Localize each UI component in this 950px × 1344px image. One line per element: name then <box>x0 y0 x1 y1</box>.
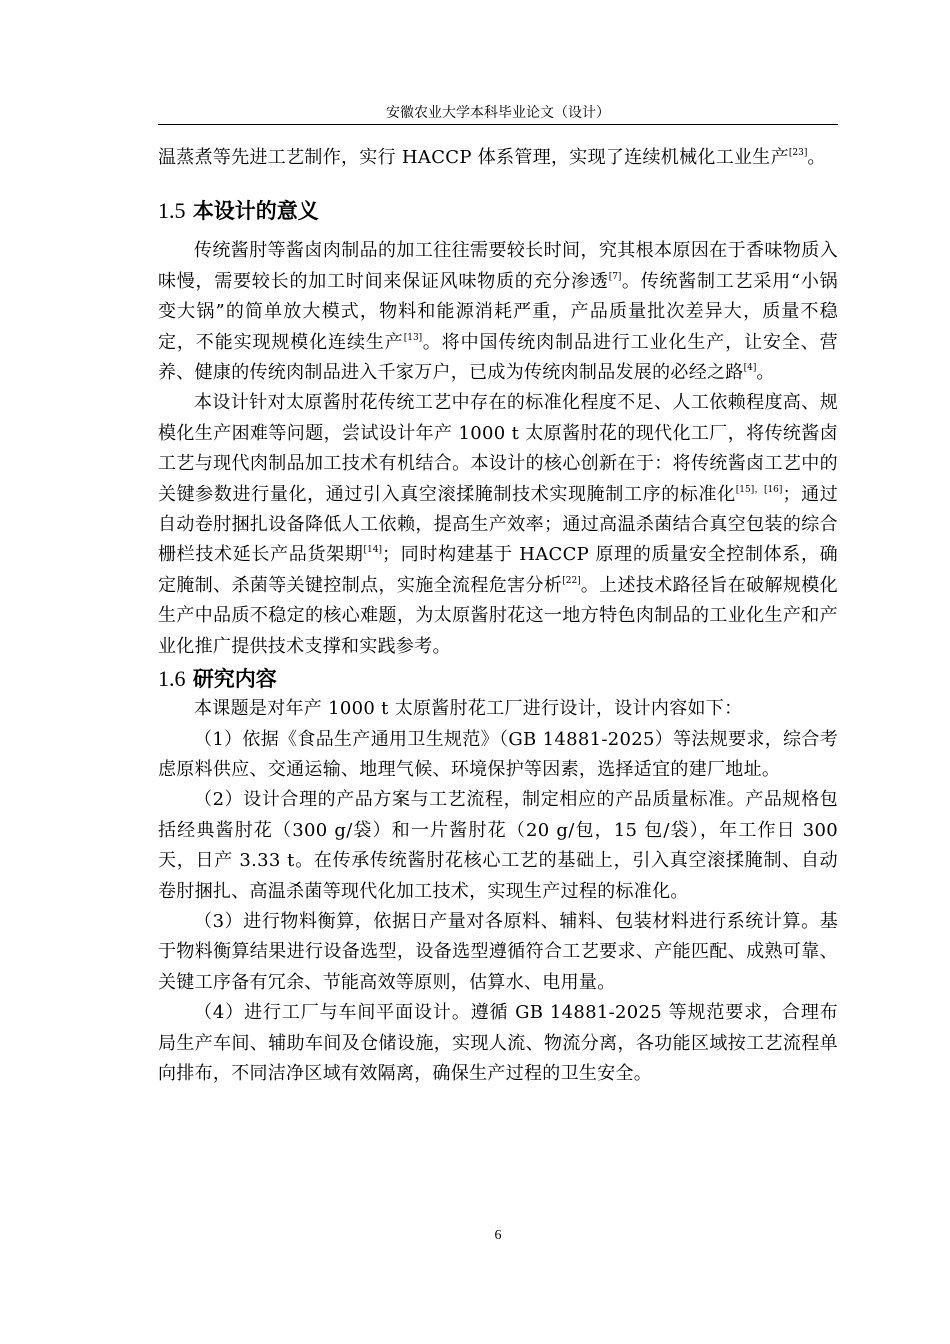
paragraph-text: 。传统酱制工艺采用“小锅变大锅”的简单放大模式，物料和能源消耗严重，产品质量批次差异大，质量不稳定，不能实现规模化连续生产 <box>158 270 838 353</box>
paragraph-text: 。将中国传统肉制品进行工业化生产，让安全、营养、健康的传统肉制品进入千家万户，已成为传统肉制品发展的必经之路 <box>158 331 838 384</box>
section-number: 1.6 <box>158 666 186 692</box>
citation: [23] <box>788 148 808 158</box>
header-rule <box>158 124 838 125</box>
section-heading-1-5 <box>158 196 838 226</box>
paragraph-text: ；同时构建基于 HACCP 原理的质量安全控制体系，确定腌制、杀菌等关键控制点，实施全流程危害分析 <box>158 544 838 596</box>
paragraph-text: 温蒸煮等先进工艺制作，实行 HACCP 体系管理，实现了连续机械化工业生产 <box>158 147 789 168</box>
paragraph-research-intro: 本课题是对年产 1000 t 太原酱肘花工厂进行设计，设计内容如下： <box>194 698 743 720</box>
section-heading-1-6 <box>158 664 838 694</box>
paragraph-text: 传统酱肘等酱卤肉制品的加工往往需要较长时间，究其根本原因在于香味物质入味慢，需要较长的加工时间来保证风味物质的充分渗透 <box>158 240 838 292</box>
paragraph-text: 。 <box>807 147 826 168</box>
section-number: 1.5 <box>158 198 186 224</box>
citation: [15]，[16] <box>735 484 783 495</box>
citation: [4] <box>743 363 757 374</box>
paragraph-significance-1 <box>158 236 838 388</box>
list-item: （4）进行工厂与车间平面设计。遵循 GB 14881-2025 等规范要求，合理布局生产车间、辅助车间及仓储设施，实现人流、物流分离，各功能区域按工艺流程单向排布，不同洁净区域有效隔离，确保生产过程的卫生安全。 <box>158 1002 838 1084</box>
paragraph-text: ；通过自动卷肘捆扎设备降低人工依赖，提高生产效率；通过高温杀菌结合真空包装的综合栅栏技术延长产品货架期 <box>158 483 839 566</box>
list-item: （1）依据《食品生产通用卫生规范》（GB 14881-2025）等法规要求，综合考虑原料供应、交通运输、地理气候、环境保护等因素，选择适宜的建厂地址。 <box>158 728 838 780</box>
paragraph-text: 本设计针对太原酱肘花传统工艺中存在的标准化程度不足、人工依赖程度高、规模化生产困难等问题，尝试设计年产 1000 t 太原酱肘花的现代化工厂，将传统酱卤工艺与现代肉制品加工技术有机结合。本设计的核心创新在于：将传统酱卤工艺中的关键参数进行量化，通过引入真空滚揉腌制技术实现腌制工序的标准化 <box>158 392 838 505</box>
running-header: 安徽农业大学本科毕业论文（设计） <box>386 105 610 121</box>
paragraph-text: 。 <box>756 362 775 384</box>
page-number: 6 <box>494 1228 502 1243</box>
citation: [13] <box>403 332 423 343</box>
list-item: （3）进行物料衡算，依据日产量对各原料、辅料、包装材料进行系统计算。基于物料衡算结果进行设备选型，设备选型遵循符合工艺要求、产能匹配、成熟可靠、关键工序备有冗余、节能高效等原则，估算水、电用量。 <box>158 910 838 993</box>
page-body <box>158 143 838 1089</box>
section-title: 研究内容 <box>192 667 277 692</box>
citation: [22] <box>562 575 581 586</box>
citation: [7] <box>608 271 622 282</box>
citation: [14] <box>363 545 383 556</box>
paragraph-text: 。上述技术路径旨在破解规模化生产中品质不稳定的核心难题，为太原酱肘花这一地方特色肉制品的工业化生产和产业化推广提供技术支撑和实践参考。 <box>158 574 838 657</box>
paragraph-significance-2 <box>158 388 838 662</box>
section-title: 本设计的意义 <box>192 199 319 224</box>
list-item: （2）设计合理的产品方案与工艺流程，制定相应的产品质量标准。产品规格包括经典酱肘花（300 g/袋）和一片酱肘花（20 g/包，15 包/袋），年工作日 300 天，日产 3.33 t。在传承传统酱肘花核心工艺的基础上，引入真空滚揉腌制、自动卷肘捆扎、高温杀菌等现代化加工技术，实现生产过程的标准化。 <box>158 789 838 902</box>
paragraph-continued <box>158 143 838 173</box>
